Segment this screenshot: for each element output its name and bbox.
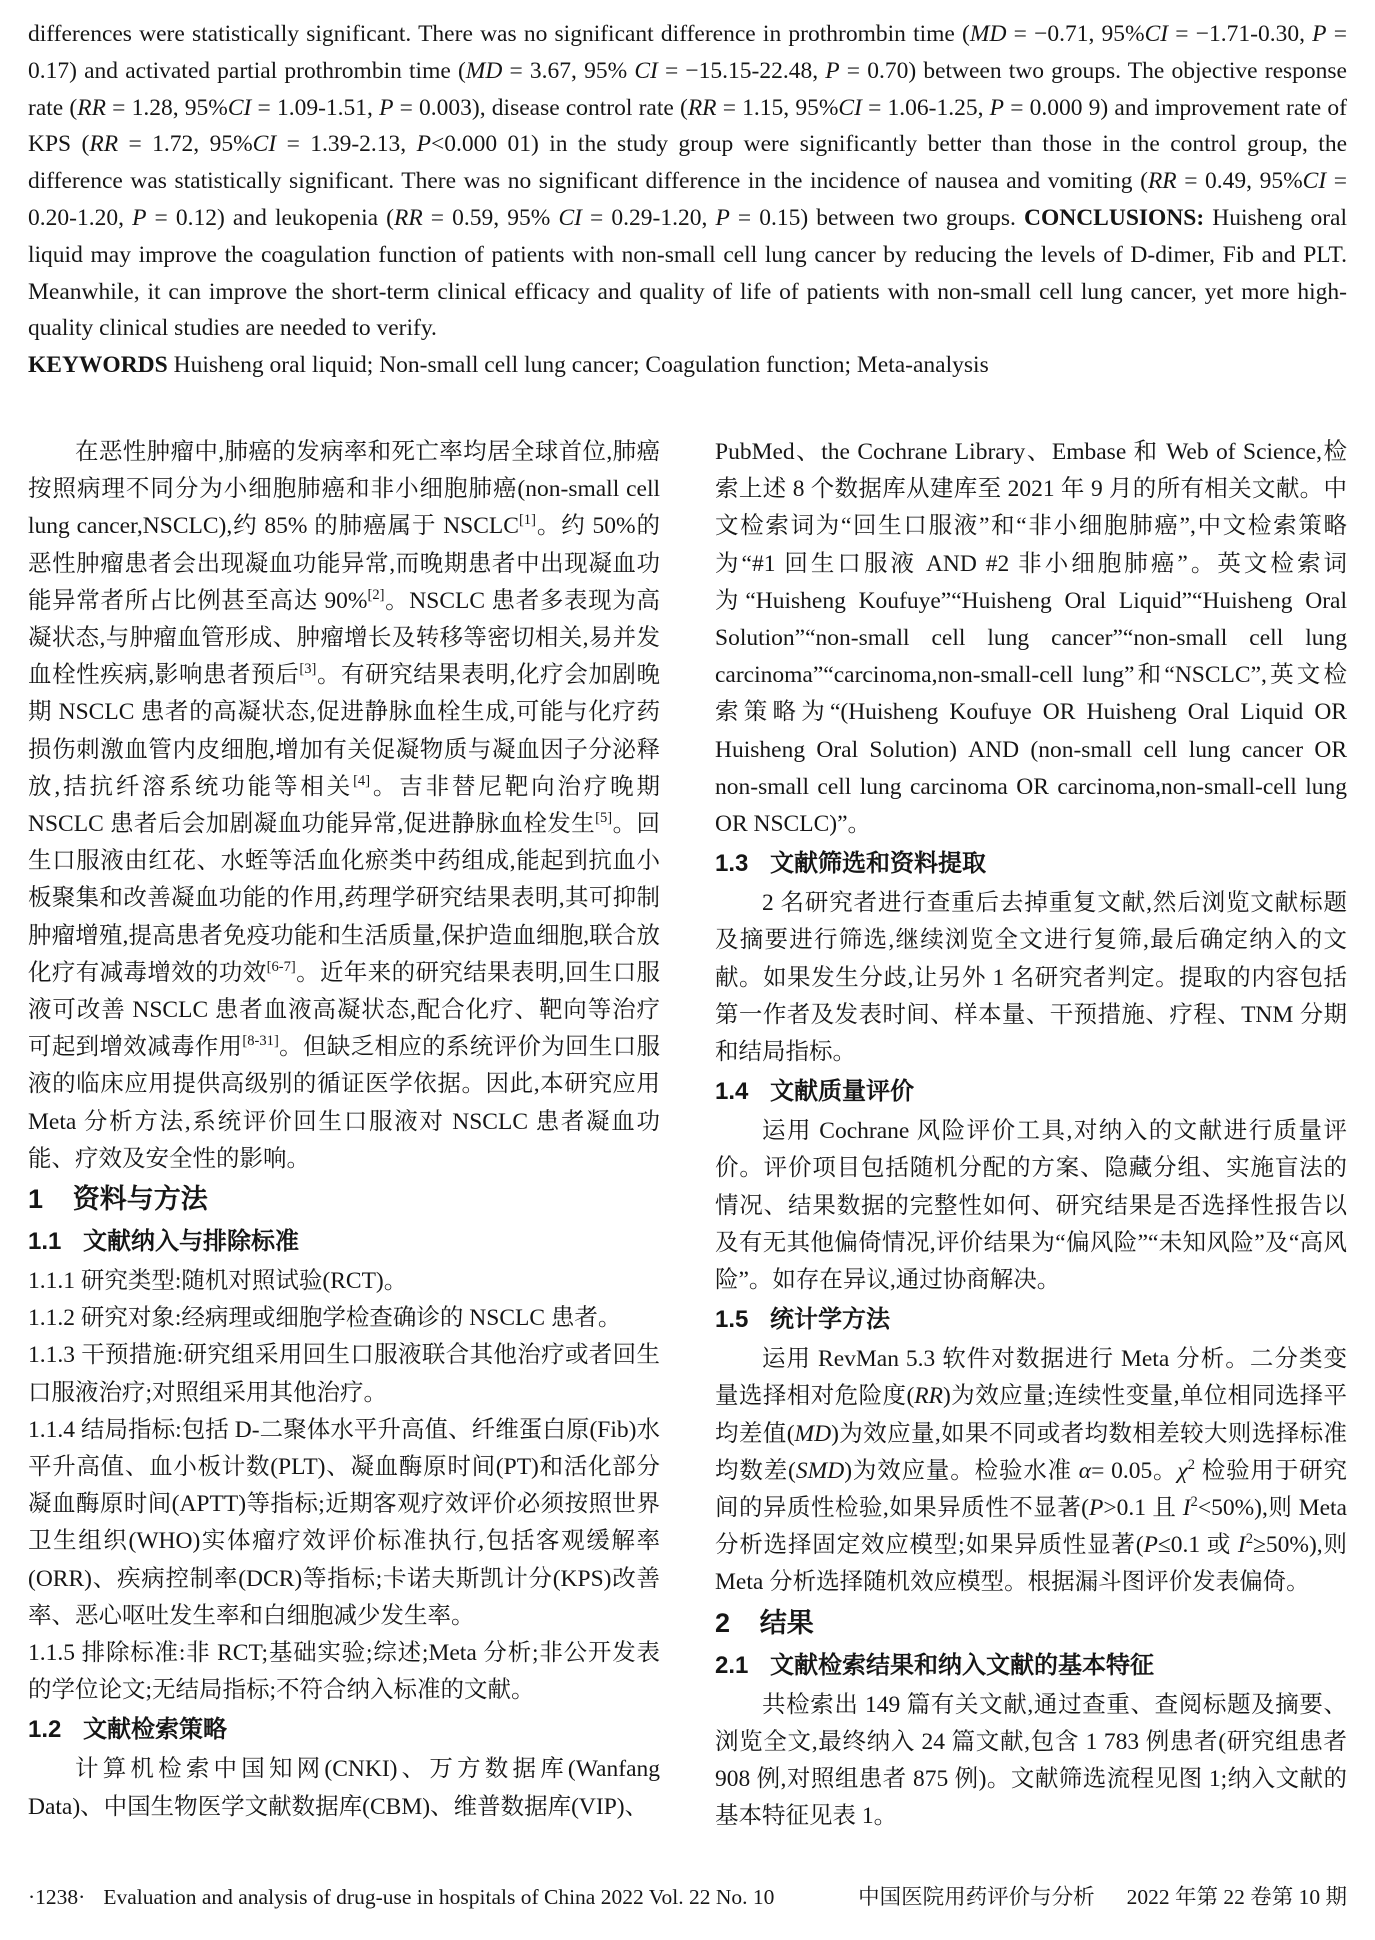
intro-paragraph: 在恶性肿瘤中,肺癌的发病率和死亡率均居全球首位,肺癌按照病理不同分为小细胞肺癌和非小细胞肺癌(non-small cell lung cancer,NSCLC),约 85% 的肺癌属于 NSCLC[1]。约 50%的恶性肿瘤患者会出现凝血功能异常,而晚期患者中出现凝血功能异常者所占比例甚至高达 90%[2]。NSCLC 患者多表现为高凝状态,与肿瘤血管形成、肿瘤增长及转移等密切相关,易并发血栓性疾病,影响患者预后[3]。有研究结果表明,化疗会加剧晚期 NSCLC 患者的高凝状态,促进静脉血栓生成,可能与化疗药损伤刺激血管内皮细胞,增加有关促凝物质与凝血因子分泌释放,拮抗纤溶系统功能等相关[4]。吉非替尼靶向治疗晚期 NSCLC 患者后会加剧凝血功能异常,促进静脉血栓发生[5]。回生口服液由红花、水蛭等活血化瘀类中药组成,能起到抗血小板聚集和改善凝血功能的作用,药理学研究结果表明,其可抑制肿瘤增殖,提高患者免疫功能和生活质量,保护造血细胞,联合放化疗有减毒增效的功效[6-7]。近年来的研究结果表明,回生口服液可改善 NSCLC 患者血液高凝状态,配合化疗、靶向等治疗可起到增效减毒作用[8-31]。但缺乏相应的系统评价为回生口服液的临床应用提供高级别的循证医学依据。因此,本研究应用 Meta 分析方法,系统评价回生口服液对 NSCLC 患者凝血功能、疗效及安全性的影响。 [28, 438, 661, 1172]
footer-journal-cn: 中国医院用药评价与分析 [858, 1885, 1095, 1909]
para-1-1-5: 1.1.5 排除标准:非 RCT;基础实验;综述;Meta 分析;非公开发表的学位论文;无结局指标;不符合纳入标准的文献。 [28, 1640, 660, 1704]
section-1-1-heading [28, 1221, 660, 1263]
section-number: 1.1 [28, 1228, 62, 1256]
para-1-1-3: 1.1.3 干预措施:研究组采用回生口服液联合其他治疗或者回生口服液治疗;对照组采用其他治疗。 [28, 1342, 660, 1406]
para-1-5: 运用 RevMan 5.3 软件对数据进行 Meta 分析。二分类变量选择相对危险度(RR)为效应量;连续性变量,单位相同选择平均差值(MD)为效应量,如果不同或者均数相差较大则选择标准均数差(SMD)为效应量。检验水准 α= 0.05。$\chi^2$ 检验用于研究间的异质性检验,如果异质性不显著(P>0.1 且 $I^2<50\%$),则 Meta 分析选择固定效应模型;如果异质性显著(P≤0.1 或 $I^2\ge 50\%$),则 Meta 分析选择随机效应模型。根据漏斗图评价发表偏倚。 [715, 1346, 1348, 1596]
para-1-2-continuation: PubMed、the Cochrane Library、Embase 和 Web of Science,检索上述 8 个数据库从建库至 2021 年 9 月的所有相关文献。中文检索词为“回生口服液”和“非小细胞肺癌”,中文检索策略为“#1 回生口服液 AND #2 非小细胞肺癌”。英文检索词为“Huisheng Koufuye”“Huisheng Oral Liquid”“Huisheng Oral Solution”“non-small cell lung cancer”“non-small cell lung carcinoma”“carcinoma,non-small-cell lung”和“NSCLC”,英文检索策略为“(Huisheng Koufuye OR Huisheng Oral Liquid OR Huisheng Oral Solution) AND (non-small cell lung cancer OR non-small cell lung carcinoma OR carcinoma,non-small-cell lung OR NSCLC)”。 [715, 438, 1347, 837]
two-column-body [28, 434, 1347, 1836]
section-title: 文献纳入与排除标准 [82, 1228, 299, 1256]
footer-issue: 2022 年第 22 卷第 10 期 [1126, 1885, 1347, 1909]
para-2-1: 共检索出 149 篇有关文献,通过查重、查阅标题及摘要、浏览全文,最终纳入 24 篇文献,包含 1 783 例患者(研究组患者 908 例,对照组患者 875 例)。文献筛选流程见图 1;纳入文献的基本特征见表 1。 [715, 1691, 1347, 1830]
para-1-4: 运用 Cochrane 风险评价工具,对纳入的文献进行质量评价。评价项目包括随机分配的方案、隐藏分组、实施盲法的情况、结果数据的完整性如何、研究结果是否选择性报告以及有无其他偏倚情况,评价结果为“偏风险”“未知风险”及“高风险”。如存在异议,通过协商解决。 [715, 1118, 1347, 1294]
section-title: 结果 [759, 1607, 814, 1638]
section-number: 1 [28, 1184, 44, 1215]
page-content [28, 16, 1347, 1835]
abstract-continuation-paragraph: differences were statistically significant. There was no significant difference in prothrombin time (MD = −0.71, 95%CI = −1.71-0.30, P = 0.17) and activated partial prothrombin time (MD = 3.67, 95% CI = −15.15-22.48, P = 0.70) between two groups. The objective response rate (RR = 1.28, 95%CI = 1.09-1.51, P = 0.003), disease control rate (RR = 1.15, 95%CI = 1.06-1.25, P = 0.000 9) and improvement rate of KPS (RR = 1.72, 95%CI = 1.39-2.13, P<0.000 01) in the study group were significantly better than those in the control group, the difference was statistically significant. There was no significant difference in the incidence of nausea and vomiting (RR = 0.49, 95%CI = 0.20-1.20, P = 0.12) and leukopenia (RR = 0.59, 95% CI = 0.29-1.20, P = 0.15) between two groups. CONCLUSIONS: Huisheng oral liquid may improve the coagulation function of patients with non-small cell lung cancer by reducing the levels of D-dimer, Fib and PLT. Meanwhile, it can improve the short-term clinical efficacy and quality of life of patients with non-small cell lung cancer, yet more high-quality clinical studies are needed to verify. [28, 21, 1347, 342]
para-1-3: 2 名研究者进行查重后去掉重复文献,然后浏览文献标题及摘要进行筛选,继续浏览全文进行复筛,最后确定纳入的文献。如果发生分歧,让另外 1 名研究者判定。提取的内容包括第一作者及发表时间、样本量、干预措施、疗程、TNM 分期和结局指标。 [715, 890, 1347, 1066]
para-1-2: 计算机检索中国知网(CNKI)、万方数据库(Wanfang Data)、中国生物医学文献数据库(CBM)、维普数据库(VIP)、 [28, 1756, 660, 1820]
abstract-section [28, 16, 1347, 384]
left-column [28, 434, 660, 1836]
section-number: 2.1 [715, 1651, 749, 1679]
para-1-1-2: 1.1.2 研究对象:经病理或细胞学检查确诊的 NSCLC 患者。 [28, 1305, 622, 1332]
section-title: 文献质量评价 [769, 1078, 914, 1106]
section-number: 1.3 [715, 850, 749, 878]
section-title: 文献检索策略 [82, 1716, 227, 1744]
section-number: 1.2 [28, 1716, 62, 1744]
footer-journal-en: Evaluation and analysis of drug-use in hospitals of China 2022 Vol. 22 No. 10 [103, 1885, 775, 1909]
section-title: 文献检索结果和纳入文献的基本特征 [769, 1651, 1154, 1679]
section-number: 2 [715, 1607, 731, 1638]
page-footer [28, 1882, 1347, 1912]
section-2-1-heading [715, 1645, 1347, 1687]
right-column [715, 434, 1347, 1836]
section-title: 资料与方法 [72, 1184, 208, 1215]
footer-left [28, 1882, 774, 1912]
keywords-line: KEYWORDS Huisheng oral liquid; Non-small cell lung cancer; Coagulation function; Meta-analysis [28, 352, 989, 379]
section-title: 统计学方法 [769, 1306, 890, 1334]
section-1-heading [28, 1178, 660, 1221]
section-number: 1.4 [715, 1078, 749, 1106]
section-number: 1.5 [715, 1306, 749, 1334]
footer-right [858, 1882, 1347, 1912]
section-1-4-heading [715, 1071, 1347, 1113]
section-2-heading [715, 1602, 1347, 1645]
section-1-3-heading [715, 843, 1347, 885]
section-1-2-heading [28, 1709, 660, 1751]
para-1-1-4: 1.1.4 结局指标:包括 D-二聚体水平升高值、纤维蛋白原(Fib)水平升高值、血小板计数(PLT)、凝血酶原时间(PT)和活化部分凝血酶原时间(APTT)等指标;近期客观疗效评价必须按照世界卫生组织(WHO)实体瘤疗效评价标准执行,包括客观缓解率(ORR)、疾病控制率(DCR)等指标;卡诺夫斯凯计分(KPS)改善率、恶心呕吐发生率和白细胞减少发生率。 [28, 1416, 660, 1629]
section-1-5-heading [715, 1299, 1347, 1341]
page-number: ·1238· [28, 1885, 86, 1909]
para-1-1-1: 1.1.1 研究类型:随机对照试验(RCT)。 [28, 1268, 408, 1295]
section-title: 文献筛选和资料提取 [769, 850, 986, 878]
